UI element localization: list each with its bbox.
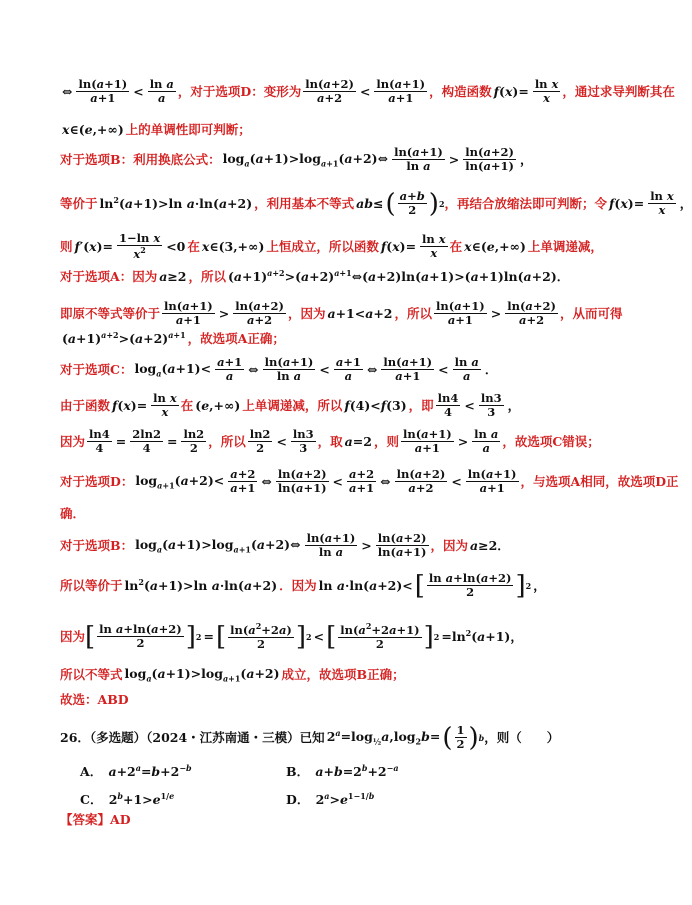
text: ，所以	[188, 268, 226, 284]
line-16: 因为 [ $\frac{\text{ln a+ln(a+2)}}{2}$ ] 2 = [ $\frac{\ln(a^2+2a)}{2}$ ] 2 < [ $\frac{\ln(a^2+2a+1)}{2}$ ] 2 $=\ln^2(a+1)$，	[60, 621, 523, 652]
text: ，对于选项D：变形为	[177, 83, 302, 99]
line-6: 对于选项A：因为 a≥2 ，所以 $(a+1)^{a+2}>(a+2)^{a+1}\Leftrightarrow(a+2)\ln(a+1)>(a+1)\ln(a+2)$．	[60, 268, 570, 285]
text: 对于选项B：	[60, 537, 134, 553]
question-26: 26．（多选题）（2024・江苏南通・三模）已知 $2^a=\log_{\frac{1}{2}}a,\log_2b=$ ( $\frac{1}{2}$ ) b ，则（ ）	[60, 722, 560, 753]
text: ，再结合放缩法即可判断；令	[444, 195, 608, 211]
text: 对于选项D：	[60, 473, 134, 489]
text: ，即	[408, 397, 434, 413]
option-c: C． $2^b+1>e^{1/e}$	[80, 790, 175, 807]
line-4: 等价于 $\ln^2(a+1)>\ln$ a·ln(a+2) ，利用基本不等式 ab≤ ( $\frac{a+b}{2}$ ) 2 ，再结合放缩法即可判断；令 f(x)= $\frac{\text{ln x}}{x}$ ，	[60, 188, 692, 219]
line-17: 所以不等式 $\log_a(a+1)>\log_{a+1}(a+2)$ 成立，故选项B正确；	[60, 666, 405, 684]
line-13	[60, 506, 590, 522]
line-14: 对于选项B： $\log_a(a+1)>\log_{a+1}(a+2)\Leftrightarrow$ $\frac{\ln(a+1)}{\text{ln a}}$ > $\frac{\ln(a+2)}{\ln(a+1)}$ ，因为 a≥2．	[60, 531, 510, 560]
answer-text: 【答案】AD	[60, 812, 131, 827]
text: ，利用基本不等式	[254, 195, 355, 211]
text: ，构造函数	[429, 83, 492, 99]
text: ，因为	[287, 305, 326, 321]
text: ，通过求导判断其在	[562, 83, 675, 99]
text: 上恒成立，所以函数	[266, 238, 379, 254]
text: 对于选项C：	[60, 361, 133, 377]
text: 在	[180, 397, 194, 413]
text: ，所以	[208, 433, 246, 449]
line-7: 即原不等式等价于 $\frac{\ln(a+1)}{a+1}$ > $\frac{\ln(a+2)}{a+2}$ ，因为 a+1<a+2 ，所以 $\frac{\ln(a+1)}{a+1}$ > $\frac{\ln(a+2)}{a+2}$ ，从而可得	[60, 299, 623, 328]
line-12: 对于选项D： $\log_{a+1}(a+2)<$ $\frac{a+2}{a+1}$ ⇔ $\frac{\ln(a+2)}{\ln(a+1)}$ < $\frac{a+2}{a+1}$ ⇔ $\frac{\ln(a+2)}{a+2}$ < $\frac{\ln(a+1)}{a+1}$ ，与选项A相同，故选项D正	[60, 467, 679, 496]
line-3: 对于选项B：利用换底公式： $\log_a(a+1)>\log_{a+1}(a+2)\Leftrightarrow$ $\frac{\ln(a+1)}{\text{ln a}}$ > $\frac{\ln(a+2)}{\ln(a+1)}$ ，	[60, 145, 533, 174]
fraction: $\frac{\ln(a+1)}{a+1}$	[78, 77, 128, 106]
line-10: 由于函数 f(x)= $\frac{\text{ln x}}{x}$ 在 (e,+∞) 上单调递减，所以 f(4)<f(3) ，即 $\frac{\ln 4}{4}$ < $\frac{\ln 3}{3}$ ，	[60, 391, 521, 420]
line-5: 则 f′(x)= $\frac{\text{1−ln x}}{x^2}$ <0 在 x∈(3,+∞) 上恒成立，所以函数 f(x)= $\frac{\text{ln x}}{x}$ 在 x∈(e,+∞) 上单调递减，	[60, 231, 603, 262]
text: 上的单调性即可判断；	[125, 122, 251, 137]
line-11: 因为 $\frac{\ln 4}{4}$ = $\frac{2\ln 2}{4}$ = $\frac{\ln 2}{2}$ ，所以 $\frac{\ln 2}{2}$ < $\frac{\ln 3}{3}$ ，取 a=2 ，则 $\frac{\ln(a+1)}{a+1}$ > $\frac{\text{ln a}}{a}$ ，故选项C错误；	[60, 427, 600, 456]
text: ，取	[317, 433, 343, 449]
line-15: 所以等价于 $\ln^2(a+1)>\ln$ a·ln(a+2) ．因为 ln a·ln(a+2)< [ $\frac{\text{ln a+ln(a+2)}}{2}$ ] 2 ，	[60, 570, 546, 601]
text: ，则	[373, 433, 399, 449]
text: 等价于	[60, 195, 98, 211]
text: ，因为	[430, 537, 469, 553]
question-header: 26．（多选题）（2024・江苏南通・三模）已知	[60, 729, 325, 745]
option-d: D． $2^a>e^{1-1/b}$	[286, 790, 375, 807]
text: ．因为	[279, 577, 317, 593]
line-9: 对于选项C： $\log_a(a+1)<$ $\frac{a+1}{a}$ ⇔ $\frac{\ln(a+1)}{\text{ln a}}$ < $\frac{a+1}{a}$ ⇔ $\frac{\ln(a+1)}{a+1}$ < $\frac{\text{ln a}}{a}$ ．	[60, 355, 498, 384]
line-2: x∈(e,+∞) 上的单调性即可判断；	[62, 122, 251, 137]
line-8: $(a+1)^{a+2}>(a+2)^{a+1}$ ，故选项A正确；	[62, 330, 285, 347]
text: ，与选项A相同，故选项D正	[520, 473, 679, 489]
text: ，从而可得	[559, 305, 623, 321]
text: ，故选项C错误；	[502, 433, 600, 449]
text: 则	[60, 238, 73, 254]
option-a: A． $a+2^a=b+2^{-b}$	[80, 762, 192, 779]
text: 成立，故选项B正确；	[281, 666, 405, 682]
text: 因为	[60, 628, 86, 644]
text: 即原不等式等价于	[60, 305, 161, 321]
text: 所以不等式	[60, 666, 123, 682]
text: 上单调递减，所以	[242, 397, 343, 413]
text: 故选：ABD	[60, 692, 129, 707]
line-1: ⇔ $\frac{\ln(a+1)}{a+1}$ < $\frac{\text{ln a}}{a}$ ，对于选项D：变形为 $\frac{\ln(a+2)}{a+2}$ < $\frac{\ln(a+1)}{a+1}$ ，构造函数 f(x)= $\frac{\text{ln x}}{x}$ ，通过求导判断其在	[62, 77, 675, 106]
text: 在	[449, 238, 463, 254]
text: 对于选项A：因为	[60, 268, 158, 284]
text: 上单调递减，	[527, 238, 603, 254]
answer	[60, 812, 590, 828]
line-18	[60, 692, 590, 708]
text: 确．	[60, 506, 86, 521]
question-tail: ，则（ ）	[484, 729, 560, 745]
text: 由于函数	[60, 397, 111, 413]
text: ，故选项A正确；	[187, 330, 285, 346]
fraction: $\frac{\text{ln a}}{a}$	[149, 77, 174, 106]
option-b: B． $a+b=2^b+2^{-a}$	[286, 762, 399, 779]
text: 在	[187, 238, 200, 254]
text: 对于选项B：利用换底公式：	[60, 151, 221, 167]
text: ，所以	[394, 305, 433, 321]
text: 所以等价于	[60, 577, 123, 593]
text: 因为	[60, 433, 86, 449]
